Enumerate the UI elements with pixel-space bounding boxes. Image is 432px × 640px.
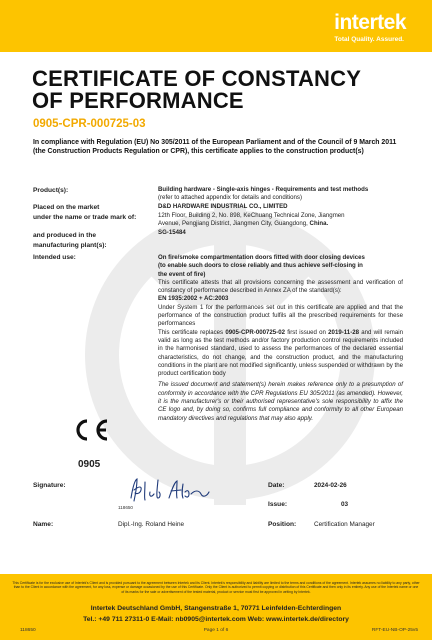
footer-address: Intertek Deutschland GmbH, Stangenstraße 1, 70771 Leinfelden-Echterdingen [90,605,342,612]
product-block [158,186,403,211]
issue-label: Issue: [268,501,288,508]
replaces-pre: This certificate replaces [158,328,224,336]
issue-value: 03 [341,501,349,508]
ce-mark-icon [70,418,110,442]
address-block [158,212,403,237]
plant-code: SG-15484 [158,228,186,236]
system-text: Under System 1 for the performances set out in this certificate are applied and that the performance of the construction product fulfils all the prescribed requirements for these performances [158,303,403,328]
placed-label [33,203,153,222]
disclaimer-note: The issued document and statement(s) herein makes reference only to a presumption of conformity in accordance with the CPR Regulations EU 305/2011 (as amended). However, it is the manufacturer's or their authorised representative's sole responsibility to affix the CE logo and, by doing so, confirms full compliance and conformity to all other European mandatory directives and regulations that may also apply. [158,381,403,422]
name-value: Dipl.-Ing. Roland Heine [118,521,185,528]
position-label: Position: [268,521,297,528]
date-label: Date: [268,482,285,489]
placed-label-line-2: under the name or trade mark of: [33,213,137,221]
address-line-1: 12th Floor, Building 2, No. 898, KeChuang Technical Zone, Jiangmen [158,212,345,219]
produced-label-line-2: manufacturing plant(s): [33,241,107,249]
intro-statement: In compliance with Regulation (EU) No 305/2011 of the European Parliament and of the Council of 9 March 2011 (the Construction Products Regulation or CPR), this certificate applies to the construction product(s) [33,139,397,156]
notified-body-number: 0905 [78,459,101,470]
title-line-1: CERTIFICATE OF CONSTANCY [32,66,362,91]
replaces-date: 2019-11-28 [328,328,360,336]
address-line-2-text: Avenue, Pengjiang District, Jiangmen City, Guangdong, [158,220,308,228]
produced-label [33,231,153,250]
certificate-number: 0905-CPR-000725-03 [33,118,146,130]
footer-disclaimer: This Certificate is for the exclusive use of Intertek's Client and is provided pursuant to the agreement between Intertek and its Client. Intertek's responsibility and liability are limited to the terms and conditions of the agreement. Intertek assumes no liability to any party, other than to the Client in accordance with the agreement, for any loss, expense or damage occasioned by the use of this Certificate. Only the Client is authorized to permit copying or distribution of this Certificate and then only in its entirety. Any use of the Intertek name or one of its marks for the sale or advertisement of the tested material, product or service must first be approved in writing by Intertek. [12,581,420,594]
replaces-mid: first issued on [287,328,326,336]
replaces-number: 0905-CPR-000725-02 [225,328,285,336]
intended-use-block [158,254,403,423]
company-name: D&D HARDWARE INDUSTRIAL CO., LIMITED [158,202,288,210]
certificate-title [32,68,412,112]
placed-label-line-1: Placed on the market [33,204,100,211]
footer-left-code: 118650 [20,628,36,633]
footer-contact: Tel.: +49 711 27311-0 E-Mail: nb0905@intertek.com Web: www.intertek.de/directory [83,616,349,623]
replaces-post: and will remain valid as long as the test methods and/or factory production control requirements included in the harmonised standard, used to assess the performances of the declared essential characteristics, do not change, and the construction product, and the manufacturing conditions in the plant are not modified significantly, unless suspended or withdrawn by the product certification body [158,328,403,378]
name-label: Name: [33,521,54,528]
product-label: Product(s): [33,187,69,194]
product-value: Building hardware - Single-axis hinges - Requirements and test methods [158,186,369,193]
product-note: (refer to attached appendix for details and conditions) [158,194,302,202]
address-country: China. [309,220,329,228]
intended-line-2: (to enable such doors to close reliably and thus achieve self-closing in [158,262,363,270]
page-number: Page 1 of 6 [203,628,229,633]
title-line-2: OF PERFORMANCE [32,88,244,113]
handwritten-signature [125,476,215,506]
form-code: RFT-EU-NB-OP-25v5 [371,628,418,633]
attestation-text: This certificate attests that all provisions concerning the assessment and verification of constancy of performance described in Annex ZA of the standard(s): [158,278,403,295]
produced-label-line-1: and produced in the [33,232,97,239]
intended-line-1: On fire/smoke compartmentation doors fitted with door closing devices [158,254,365,261]
position-value: Certification Manager [314,521,375,528]
logo-tagline: Total Quality. Assured. [334,36,404,43]
signer-id: 118650 [118,505,133,510]
intertek-logo: intertek [334,11,406,34]
replaces-text [158,329,403,379]
address-line-2 [158,220,403,228]
standard-reference: EN 1935:2002 + AC:2003 [158,295,229,303]
intended-use-label: Intended use: [33,254,76,261]
date-value: 2024-02-26 [314,482,347,489]
intended-line-3: the event of fire) [158,270,206,278]
signature-label: Signature: [33,482,66,489]
